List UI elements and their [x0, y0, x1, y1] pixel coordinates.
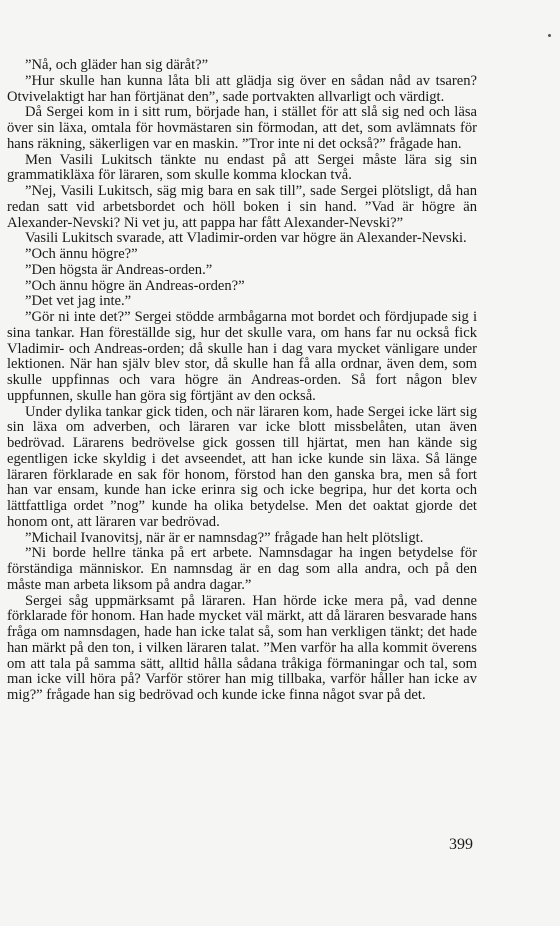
paragraph: ”Nå, och gläder han sig däråt?” — [25, 57, 209, 73]
paragraph: ”Gör ni inte det?” Sergei stödde armbågarna mot bordet och fördjupade sig i sina tankar. Han föreställde sig, hur det skulle vara, om hans far nu också fick Vladimir- och Andreas-orden; då skulle han i dag vara mycket vänligare under lektionen. När han själv blev stor, då skulle han få alla ordnar, även dem, som skulle uppfinnas och vara högre än Andreas-orden. Så fort någon blev uppfunnen, skulle han göra sig förtjänt av den också. — [7, 309, 477, 404]
paragraph: ”Den högsta är Andreas-orden.” — [25, 261, 213, 278]
paragraph: ”Och ännu högre?” — [25, 246, 138, 262]
page-number: 399 — [449, 836, 473, 853]
paragraph: Men Vasili Lukitsch tänkte nu endast på att Sergei måste lära sig sin grammatikläxa för läraren, som skulle komma klockan två. — [7, 151, 477, 184]
paragraph: Under dylika tankar gick tiden, och när läraren kom, hade Sergei icke lärt sig sin läxa om adverben, och läraren var icke blott missbelåten, utan även bedrövad. Lärarens bedrövelse gick gossen till hjärtat, men han kände sig egentligen icke skyldig i det avseendet, att han icke kunde sin läxa. Så länge läraren förklarade en sak för honom, förstod han den ganska bra, men så fort han var ensam, kunde han icke erinra sig och icke begripa, hur det korta och lättfattliga ordet ”nog” kunde ha olika betydelse. Men det oaktat gjorde det honom ont, att läraren var bedrövad. — [7, 403, 477, 530]
paragraph: ”Och ännu högre än Andreas-orden?” — [25, 277, 245, 294]
paragraph: Sergei såg uppmärksamt på läraren. Han hörde icke mera på, vad denne förklarade för honom. Han hade mycket väl märkt, att då läraren besvarade hans fråga om namnsdagen, hade han icke talat så, som han verkligen tänkt; det hade han märkt på den ton, i vilken läraren talat. ”Men varför ha alla kommit överens om att tala på samma sätt, alltid hålla sådana tråkiga förmaningar och tal, som man icke vill höra på? Varför störer han mig tillbaka, varför håller han icke av mig?” frågade han sig bedrövad och kunde icke finna något svar på det. — [7, 592, 477, 703]
paragraph: ”Det vet jag inte.” — [25, 293, 132, 310]
paragraph: ”Nej, Vasili Lukitsch, säg mig bara en sak till”, sade Sergei plötsligt, då han redan satt vid arbetsbordet och höll boken i sin hand. ”Vad är högre än Alexander-Nevski? Ni vet ju, att pappa har fått Alexander-Nevski?” — [7, 183, 477, 231]
body-text — [7, 58, 477, 704]
paragraph: Vasili Lukitsch svarade, att Vladimir-orden var högre än Alexander-Nevski. — [25, 230, 467, 247]
paragraph: Då Sergei kom in i sitt rum, började han, i stället för att slå sig ned och läsa över sin läxa, omtala för hovmästaren sin förmodan, att det, som avlämnats för hans räkning, säkerligen var en maskin. ”Tror inte ni det också?” frågade han. — [7, 104, 477, 152]
paragraph: ”Ni borde hellre tänka på ert arbete. Namnsdagar ha ingen betydelse för förständiga människor. En namnsdag är en dag som alla andra, och på den måste man arbeta liksom på andra dagar.” — [7, 545, 477, 593]
print-speck — [548, 34, 551, 37]
paragraph: ”Michail Ivanovitsj, när är er namnsdag?” frågade han helt plötsligt. — [25, 529, 424, 546]
paragraph: ”Hur skulle han kunna låta bli att glädja sig över en sådan nåd av tsaren? Otvivelaktigt har han förtjänat den”, sade portvakten allvarligt och värdigt. — [7, 72, 477, 105]
